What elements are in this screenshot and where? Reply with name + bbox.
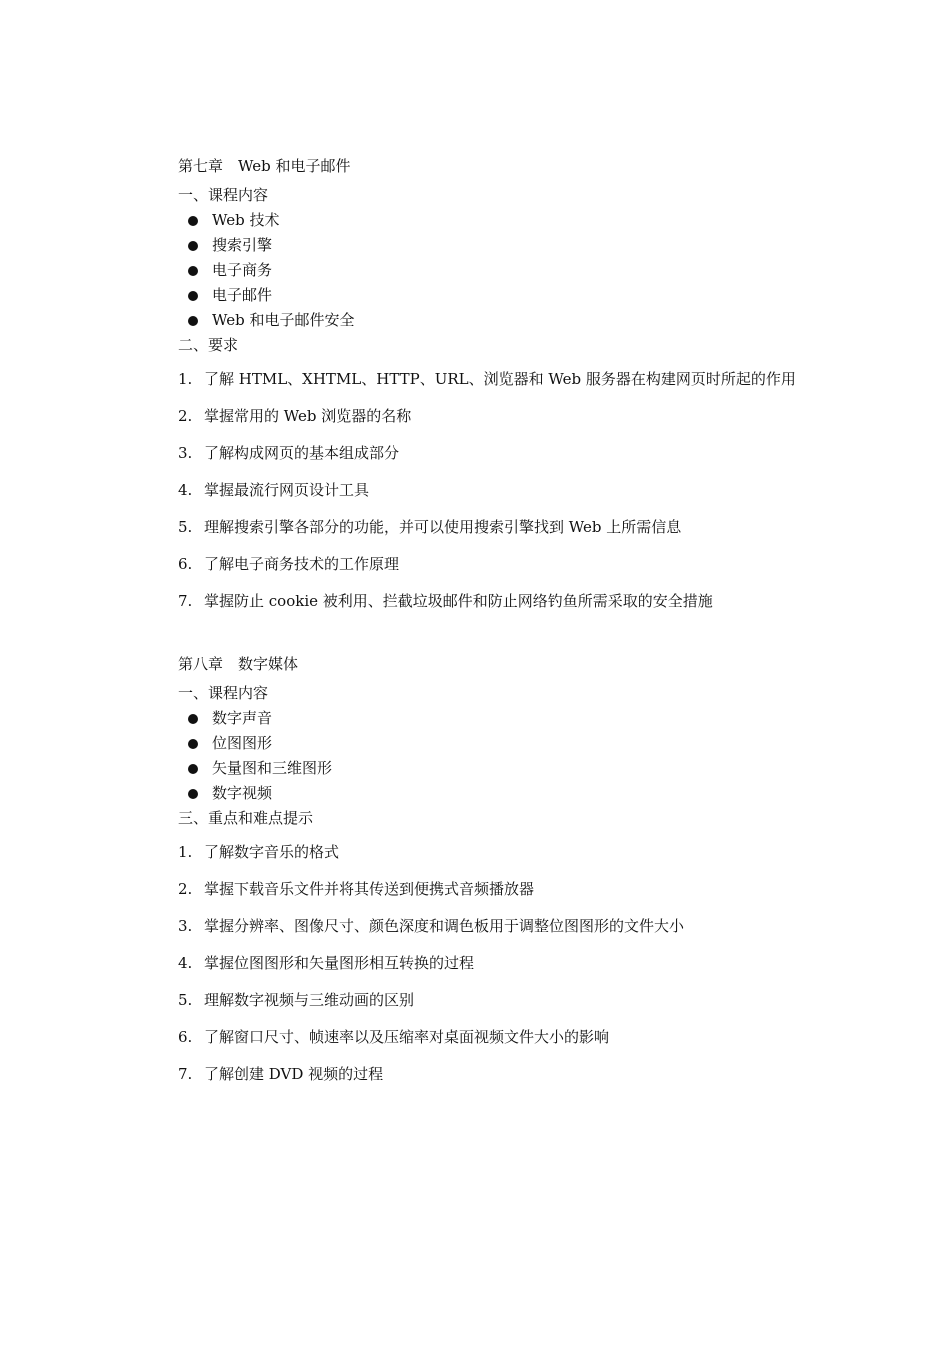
item-number: 2. [178,880,193,898]
list-item [178,1025,878,1062]
bullet-icon [188,714,198,724]
list-item [178,877,878,914]
list-item [178,208,878,233]
item-number: 3. [178,917,193,935]
chapter-spacer [178,626,878,652]
item-text: 了解创建 DVD 视频的过程 [204,1065,384,1083]
bullet-icon [188,739,198,749]
item-text: 掌握防止 cookie 被利用、拦截垃圾邮件和防止网络钓鱼所需采取的安全措施 [204,592,713,610]
bullet-text: 电子邮件 [212,286,273,304]
chapter7-numbered-list [178,367,878,626]
bullet-text: 位图图形 [212,734,273,752]
list-item [178,404,878,441]
item-text: 了解构成网页的基本组成部分 [204,444,400,462]
chapter7-title: 第七章 Web 和电子邮件 [178,157,351,175]
bullet-icon [188,764,198,774]
item-number: 1. [178,843,193,861]
item-text: 掌握分辨率、图像尺寸、颜色深度和调色板用于调整位图图形的文件大小 [204,917,685,935]
list-item [178,781,878,806]
item-text: 了解电子商务技术的工作原理 [204,555,400,573]
list-item [178,589,878,626]
chapter8-bullet-list [178,706,878,806]
bullet-icon [188,789,198,799]
item-number: 4. [178,481,193,499]
list-item [178,258,878,283]
bullet-icon [188,316,198,326]
list-item [178,706,878,731]
list-item [178,233,878,258]
bullet-text: Web 技术 [212,211,280,229]
item-text: 掌握下载音乐文件并将其传送到便携式音频播放器 [204,880,535,898]
item-number: 5. [178,518,193,536]
item-number: 6. [178,555,193,573]
bullet-icon [188,241,198,251]
list-item [178,914,878,951]
bullet-icon [188,266,198,276]
list-item [178,951,878,988]
item-text: 了解 HTML、XHTML、HTTP、URL、浏览器和 Web 服务器在构建网页时所起的作用 [204,370,796,388]
item-text: 掌握位图图形和矢量图形相互转换的过程 [204,954,475,972]
list-item [178,840,878,877]
list-item [178,308,878,333]
item-text: 了解数字音乐的格式 [204,843,340,861]
chapter7-section2-heading: 二、要求 [178,336,239,354]
item-number: 5. [178,991,193,1009]
bullet-text: 数字视频 [212,784,273,802]
item-text: 了解窗口尺寸、帧速率以及压缩率对桌面视频文件大小的影响 [204,1028,610,1046]
list-item [178,478,878,515]
document-content [178,154,878,1099]
list-item [178,515,878,552]
item-number: 1. [178,370,193,388]
chapter8-numbered-list [178,840,878,1099]
item-number: 6. [178,1028,193,1046]
chapter7-section1-heading: 一、课程内容 [178,186,269,204]
item-text: 掌握最流行网页设计工具 [204,481,370,499]
item-number: 7. [178,592,193,610]
list-item [178,731,878,756]
list-item [178,441,878,478]
item-number: 3. [178,444,193,462]
item-number: 2. [178,407,193,425]
item-number: 4. [178,954,193,972]
item-number: 7. [178,1065,193,1083]
bullet-text: 数字声音 [212,709,273,727]
chapter7-bullet-list [178,208,878,333]
chapter8-title: 第八章 数字媒体 [178,655,299,673]
bullet-icon [188,291,198,301]
item-text: 理解搜索引擎各部分的功能，并可以使用搜索引擎找到 Web 上所需信息 [204,518,682,536]
list-item [178,367,878,404]
list-item [178,1062,878,1099]
list-item [178,283,878,308]
bullet-text: Web 和电子邮件安全 [212,311,355,329]
bullet-text: 矢量图和三维图形 [212,759,333,777]
bullet-text: 电子商务 [212,261,273,279]
bullet-icon [188,216,198,226]
list-item [178,988,878,1025]
list-item [178,756,878,781]
item-text: 理解数字视频与三维动画的区别 [204,991,415,1009]
bullet-text: 搜索引擎 [212,236,273,254]
list-item [178,552,878,589]
item-text: 掌握常用的 Web 浏览器的名称 [204,407,412,425]
chapter8-section1-heading: 一、课程内容 [178,684,269,702]
chapter8-section2-heading: 三、重点和难点提示 [178,809,314,827]
